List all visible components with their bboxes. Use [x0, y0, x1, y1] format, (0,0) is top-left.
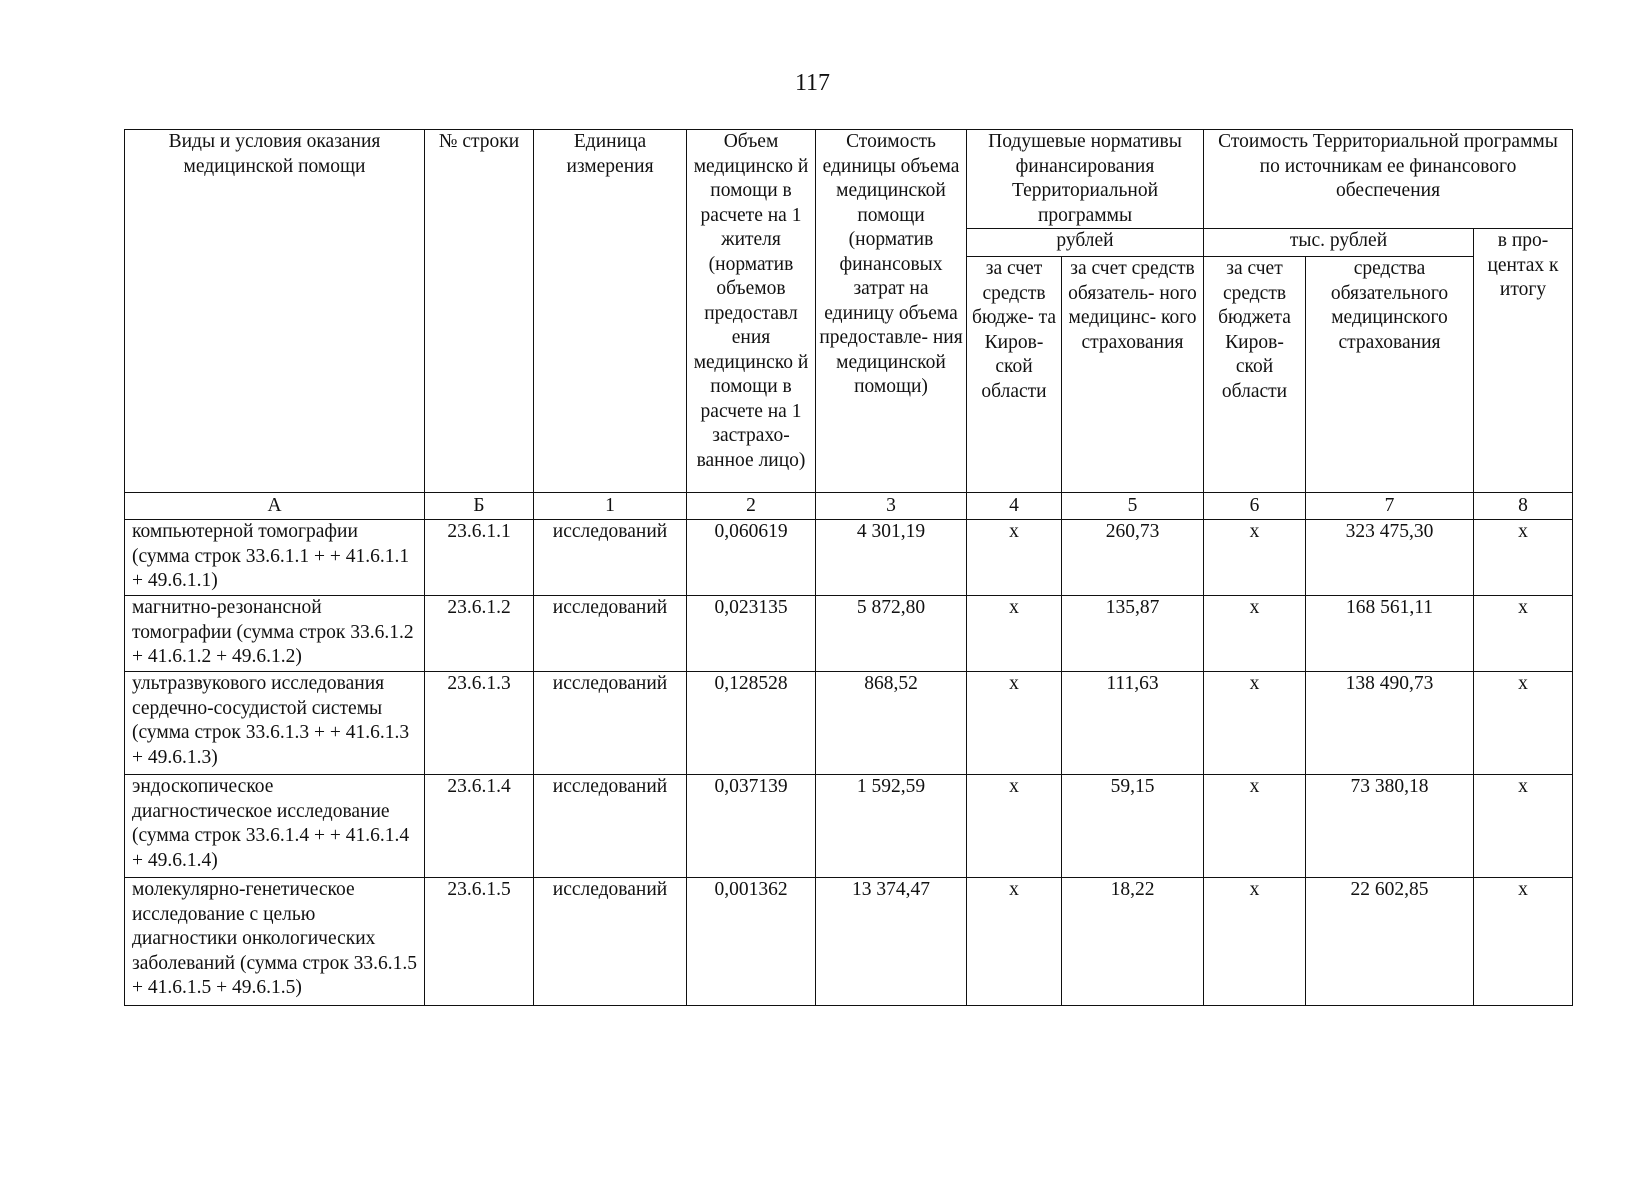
header-line-number: № строки: [425, 130, 534, 493]
row-col-7: 168 561,11: [1306, 596, 1474, 672]
row-name: магнитно-резонансной томографии (сумма строк 33.6.1.2 + 41.6.1.2 + 49.6.1.2): [125, 596, 425, 672]
row-unit: исследований: [534, 520, 687, 596]
table-row: [125, 672, 1573, 775]
row-unit-cost: 5 872,80: [816, 596, 967, 672]
row-name: молекулярно-генетическое исследование с целью диагностики онкологических заболеваний (сумма строк 33.6.1.5 + 41.6.1.5 + 49.6.1.5): [125, 878, 425, 1006]
table-row: [125, 596, 1573, 672]
row-unit: исследований: [534, 596, 687, 672]
row-col-7: 323 475,30: [1306, 520, 1474, 596]
row-unit-cost: 4 301,19: [816, 520, 967, 596]
index-cell: 8: [1474, 493, 1573, 520]
row-col-4: x: [967, 520, 1062, 596]
index-cell: 4: [967, 493, 1062, 520]
index-cell: Б: [425, 493, 534, 520]
row-col-6: x: [1204, 520, 1306, 596]
row-col-5: 260,73: [1062, 520, 1204, 596]
table-row: [125, 878, 1573, 1006]
index-cell: 6: [1204, 493, 1306, 520]
row-col-4: x: [967, 775, 1062, 878]
row-line-number: 23.6.1.5: [425, 878, 534, 1006]
row-volume: 0,001362: [687, 878, 816, 1006]
row-volume: 0,023135: [687, 596, 816, 672]
row-unit-cost: 1 592,59: [816, 775, 967, 878]
header-volume-per-resident: Объем медицинско й помощи в расчете на 1 жителя (норматив объемов предоставл ения медицинско й помощи в расчете на 1 застрахо- ванное лицо): [687, 130, 816, 493]
row-col-5: 18,22: [1062, 878, 1204, 1006]
row-col-6: x: [1204, 878, 1306, 1006]
header-percent-of-total: в про- центах к итогу: [1474, 229, 1573, 493]
header-oms-cost: средства обязательного медицинского страхования: [1306, 257, 1474, 493]
row-unit-cost: 868,52: [816, 672, 967, 775]
row-col-8: x: [1474, 878, 1573, 1006]
row-line-number: 23.6.1.4: [425, 775, 534, 878]
table-row: [125, 775, 1573, 878]
row-col-5: 111,63: [1062, 672, 1204, 775]
index-cell: 3: [816, 493, 967, 520]
row-col-8: x: [1474, 672, 1573, 775]
row-unit: исследований: [534, 878, 687, 1006]
index-cell: А: [125, 493, 425, 520]
row-col-7: 138 490,73: [1306, 672, 1474, 775]
index-cell: 5: [1062, 493, 1204, 520]
row-unit-cost: 13 374,47: [816, 878, 967, 1006]
row-col-7: 73 380,18: [1306, 775, 1474, 878]
row-unit: исследований: [534, 775, 687, 878]
row-line-number: 23.6.1.3: [425, 672, 534, 775]
row-col-6: x: [1204, 596, 1306, 672]
row-col-8: x: [1474, 596, 1573, 672]
header-oms-per-capita: за счет средств обязатель- ного медицинс- кого страхования: [1062, 257, 1204, 493]
index-cell: 1: [534, 493, 687, 520]
header-types-of-care: Виды и условия оказания медицинской помощи: [125, 130, 425, 493]
row-col-4: x: [967, 596, 1062, 672]
column-index-row: [125, 493, 1573, 520]
header-per-capita-unit: рублей: [967, 229, 1204, 257]
row-line-number: 23.6.1.2: [425, 596, 534, 672]
header-regional-budget-per-capita: за счет средств бюдже- та Киров- ской области: [967, 257, 1062, 493]
header-per-capita-norms: Подушевые нормативы финансирования Территориальной программы: [967, 130, 1204, 229]
row-col-7: 22 602,85: [1306, 878, 1474, 1006]
row-col-6: x: [1204, 672, 1306, 775]
row-name: эндоскопическое диагностическое исследование (сумма строк 33.6.1.4 + + 41.6.1.4 + 49.6.1.4): [125, 775, 425, 878]
header-program-cost-unit: тыс. рублей: [1204, 229, 1474, 257]
page-number: 117: [794, 70, 831, 96]
header-regional-budget-cost: за счет средств бюджета Киров- ской области: [1204, 257, 1306, 493]
index-cell: 2: [687, 493, 816, 520]
index-cell: 7: [1306, 493, 1474, 520]
row-name: компьютерной томографии (сумма строк 33.6.1.1 + + 41.6.1.1 + 49.6.1.1): [125, 520, 425, 596]
row-col-6: x: [1204, 775, 1306, 878]
row-col-8: x: [1474, 520, 1573, 596]
row-volume: 0,060619: [687, 520, 816, 596]
row-volume: 0,037139: [687, 775, 816, 878]
header-unit-cost: Стоимость единицы объема медицинской помощи (норматив финансовых затрат на единицу объема предоставле- ния медицинской помощи): [816, 130, 967, 493]
row-line-number: 23.6.1.1: [425, 520, 534, 596]
row-col-4: x: [967, 878, 1062, 1006]
financing-table: [124, 129, 1573, 1006]
header-unit: Единица измерения: [534, 130, 687, 493]
row-col-4: x: [967, 672, 1062, 775]
header-program-cost: Стоимость Территориальной программы по источникам ее финансового обеспечения: [1204, 130, 1573, 229]
row-col-5: 135,87: [1062, 596, 1204, 672]
row-name: ультразвукового исследования сердечно-сосудистой системы (сумма строк 33.6.1.3 + + 41.6.1.3 + 49.6.1.3): [125, 672, 425, 775]
row-col-8: x: [1474, 775, 1573, 878]
row-volume: 0,128528: [687, 672, 816, 775]
row-col-5: 59,15: [1062, 775, 1204, 878]
row-unit: исследований: [534, 672, 687, 775]
table-row: [125, 520, 1573, 596]
